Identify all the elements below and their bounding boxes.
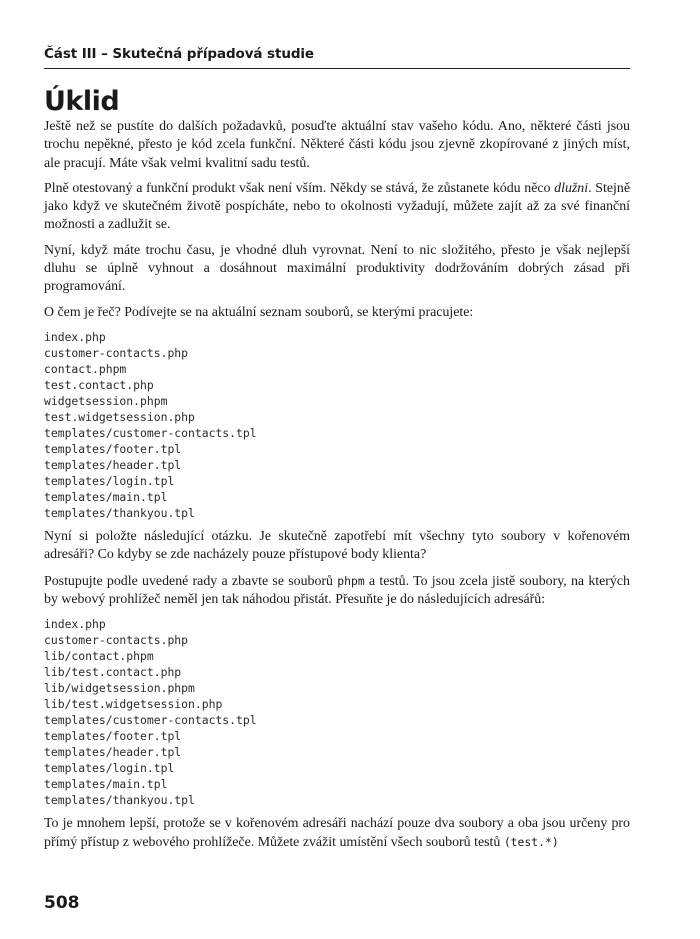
code-line: lib/contact.phpm	[44, 649, 154, 664]
code-line: templates/customer-contacts.tpl	[44, 713, 257, 728]
paragraph-5: Nyní si položte následující otázku. Je skutečně zapotřebí mít všechny tyto soubory v kořenovém adresáři? Co kdyby se zde nacházely pouze přístupové body klienta?	[44, 528, 630, 563]
code-line: templates/header.tpl	[44, 745, 182, 760]
code-line: lib/test.widgetsession.php	[44, 697, 223, 712]
paragraph-2-text-b: . Stejně jako když ve skutečném životě pospícháte, nebo to okolnosti vyžadují, můžete zajít až za své finanční možnosti a zadlužit se.	[44, 180, 630, 233]
code-listing-1	[44, 329, 630, 521]
code-line: templates/customer-contacts.tpl	[44, 425, 257, 440]
code-line: index.php	[44, 617, 106, 632]
paragraph-2-text-a: Plně otestovaný a funkční produkt však není vším. Někdy se stává, že zůstanete kódu něco	[44, 180, 555, 196]
paragraph-3: Nyní, když máte trochu času, je vhodné dluh vyrovnat. Není to nic složitého, přesto je však nejlepší dluhu se úplně vyhnout a dosáhnout maximální produktivity dodržováním dobrých zásad při programování.	[44, 242, 630, 295]
page-number: 508	[44, 893, 80, 913]
inline-code: (test.*)	[503, 835, 559, 850]
code-line: templates/main.tpl	[44, 777, 168, 792]
body-text	[44, 118, 630, 853]
section-title: Úklid	[44, 86, 120, 117]
paragraph-2	[44, 180, 630, 235]
code-line: templates/login.tpl	[44, 761, 175, 776]
code-line: test.contact.php	[44, 377, 154, 392]
paragraph-6-text-b: a testů. To jsou zcela jistě soubory, na kterých by webový prohlížeč neměl jen tak náhodou přistát. Přesuňte je do následujících adresářů:	[44, 573, 630, 607]
code-line: lib/test.contact.php	[44, 665, 182, 680]
code-line: lib/widgetsession.phpm	[44, 681, 195, 696]
paragraph-6	[44, 572, 630, 610]
paragraph-2-emphasis: dlužni	[554, 180, 589, 196]
code-line: templates/header.tpl	[44, 457, 182, 472]
code-line: templates/thankyou.tpl	[44, 793, 195, 808]
code-line: test.widgetsession.php	[44, 409, 195, 424]
code-line: widgetsession.phpm	[44, 393, 168, 408]
code-line: customer-contacts.php	[44, 633, 189, 648]
code-line: templates/footer.tpl	[44, 441, 182, 456]
inline-code: phpm	[337, 573, 365, 588]
code-line: index.php	[44, 329, 106, 344]
paragraph-6-text-a: Postupujte podle uvedené rady a zbavte se souborů	[44, 573, 338, 589]
paragraph-7	[44, 815, 630, 853]
code-line: contact.phpm	[44, 361, 127, 376]
code-line: templates/footer.tpl	[44, 729, 182, 744]
code-line: templates/main.tpl	[44, 489, 168, 504]
code-listing-2	[44, 616, 630, 808]
running-head: Část III – Skutečná případová studie	[44, 46, 630, 69]
paragraph-4: O čem je řeč? Podívejte se na aktuální seznam souborů, se kterými pracujete:	[44, 304, 474, 320]
code-line: customer-contacts.php	[44, 345, 189, 360]
paragraph-7-text: To je mnohem lepší, protože se v kořenovém adresáři nachází pouze dva soubory a oba jsou určeny pro přímý přístup z webového prohlížeče. Můžete zvážit umístění všech souborů testů	[44, 816, 630, 851]
code-line: templates/thankyou.tpl	[44, 505, 195, 520]
paragraph-1: Ještě než se pustíte do dalších požadavků, posuďte aktuální stav vašeho kódu. Ano, některé části jsou trochu nepěkné, přesto je kód zcela funkční. Některé části kódu jsou zjevně zkopírované z jiných míst, ale pracují. Máte však velmi kvalitní sadu testů.	[44, 119, 630, 171]
code-line: templates/login.tpl	[44, 473, 175, 488]
